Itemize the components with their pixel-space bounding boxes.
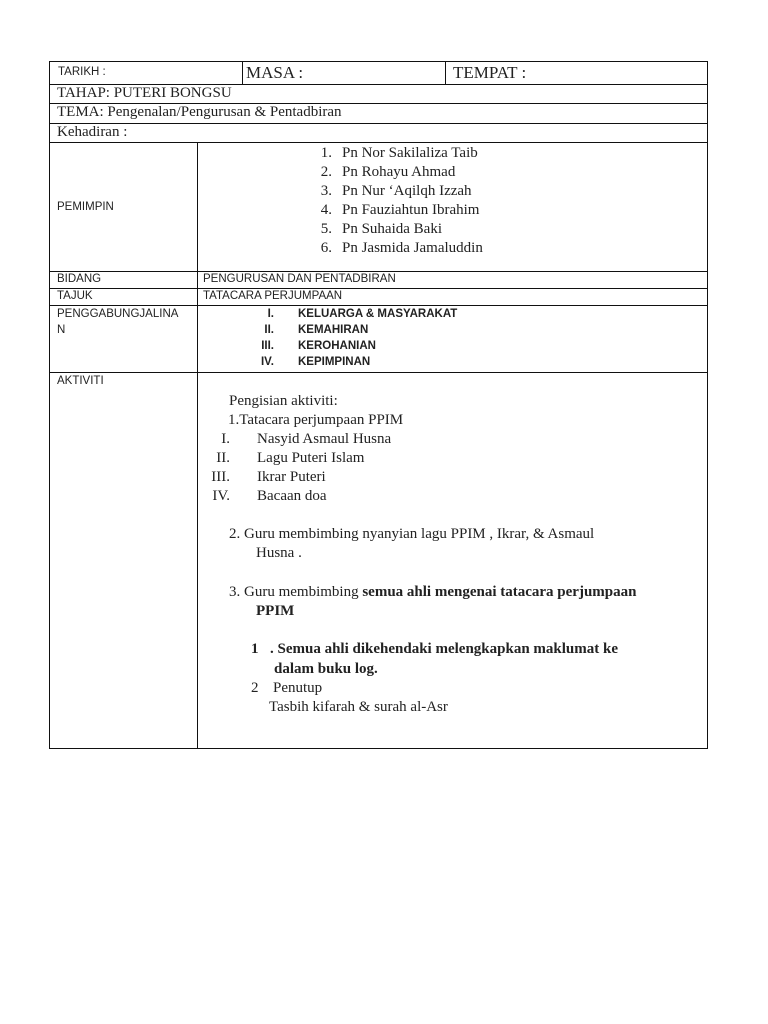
bidang-row — [50, 272, 707, 289]
aktiviti-label: AKTIVITI — [57, 375, 104, 387]
aktiviti-step2-line1: 2. Guru membimbing nyanyian lagu PPIM , Ikrar, & Asmaul — [229, 526, 595, 542]
tempat-label: TEMPAT : — [453, 63, 527, 82]
aktiviti-note-number: 1 — [251, 641, 259, 657]
aktiviti-closing-number: 2 — [251, 680, 259, 696]
penggabungjalinan-item: KELUARGA & MASYARAKAT — [298, 308, 458, 320]
pemimpin-name: Pn Nur ‘Aqilqh Izzah — [342, 183, 472, 199]
aktiviti-step2-line2: Husna . — [256, 545, 302, 561]
kehadiran-text: Kehadiran : — [57, 124, 128, 140]
masa-label: MASA : — [246, 63, 304, 82]
pemimpin-name: Pn Nor Sakilaliza Taib — [342, 145, 478, 161]
aktiviti-note-line1: . Semua ahli dikehendaki melengkapkan maklumat ke — [270, 641, 618, 657]
divider — [445, 62, 446, 84]
penggabungjalinan-item: KEROHANIAN — [298, 340, 376, 352]
aktiviti-sub-number: IV. — [212, 488, 230, 504]
penggabungjalinan-row — [50, 306, 707, 373]
bidang-value: PENGURUSAN DAN PENTADBIRAN — [203, 273, 396, 285]
aktiviti-sub-item: Bacaan doa — [257, 488, 327, 504]
aktiviti-sub-item: Nasyid Asmaul Husna — [257, 431, 392, 447]
pemimpin-label: PEMIMPIN — [57, 201, 114, 213]
divider — [197, 373, 198, 749]
tajuk-value: TATACARA PERJUMPAAN — [203, 290, 343, 302]
tahap-text: TAHAP: PUTERI BONGSU — [57, 85, 232, 101]
aktiviti-step3-prefix: 3. Guru membimbing — [229, 584, 363, 600]
aktiviti-step3-bold: semua ahli mengenai tatacara perjumpaan — [362, 584, 637, 600]
pemimpin-number: 3. — [320, 183, 332, 199]
pemimpin-name: Pn Suhaida Baki — [342, 221, 442, 237]
pemimpin-number: 6. — [320, 240, 332, 256]
penggabungjalinan-label-line1: PENGGABUNGJALINA — [57, 308, 179, 320]
tahap-row — [50, 85, 707, 104]
tajuk-row — [50, 289, 707, 306]
divider — [197, 289, 198, 305]
aktiviti-sub-number: I. — [221, 431, 230, 447]
pemimpin-name: Pn Jasmida Jamaluddin — [342, 240, 483, 256]
aktiviti-sub-number: III. — [211, 469, 230, 485]
penggabungjalinan-number: IV. — [260, 356, 274, 368]
tarikh-label: TARIKH : — [58, 66, 106, 78]
pemimpin-name: Pn Rohayu Ahmad — [342, 164, 456, 180]
aktiviti-closing-detail: Tasbih kifarah & surah al-Asr — [269, 699, 448, 715]
divider — [242, 62, 243, 84]
aktiviti-step3-line1 — [229, 584, 636, 601]
pemimpin-number: 5. — [320, 221, 332, 237]
pemimpin-number: 4. — [320, 202, 332, 218]
aktiviti-step3-line2: PPIM — [256, 603, 295, 619]
bidang-label: BIDANG — [57, 273, 102, 285]
pemimpin-name: Pn Fauziahtun Ibrahim — [342, 202, 480, 218]
activity-form — [49, 61, 708, 749]
aktiviti-sub-number: II. — [216, 450, 230, 466]
aktiviti-note-line2: dalam buku log. — [274, 661, 378, 677]
penggabungjalinan-number: I. — [267, 308, 274, 320]
pemimpin-row — [50, 143, 707, 272]
penggabungjalinan-number: III. — [261, 340, 274, 352]
aktiviti-intro: Pengisian aktiviti: — [229, 393, 338, 409]
penggabungjalinan-item: KEPIMPINAN — [298, 356, 371, 368]
penggabungjalinan-item: KEMAHIRAN — [298, 324, 369, 336]
penggabungjalinan-number: II. — [264, 324, 274, 336]
tema-row — [50, 104, 707, 124]
pemimpin-number: 1. — [320, 145, 332, 161]
aktiviti-sub-item: Lagu Puteri Islam — [257, 450, 365, 466]
aktiviti-sub-item: Ikrar Puteri — [257, 469, 326, 485]
divider — [197, 306, 198, 372]
kehadiran-row — [50, 124, 707, 143]
aktiviti-closing-label: Penutup — [273, 680, 323, 696]
tajuk-label: TAJUK — [57, 290, 93, 302]
aktiviti-step1: 1.Tatacara perjumpaan PPIM — [228, 412, 404, 428]
penggabungjalinan-label-line2: N — [57, 324, 66, 336]
tema-text: TEMA: Pengenalan/Pengurusan & Pentadbiran — [57, 104, 342, 120]
aktiviti-row — [50, 373, 707, 749]
divider — [197, 143, 198, 271]
pemimpin-number: 2. — [320, 164, 332, 180]
header-row — [50, 62, 707, 85]
divider — [197, 272, 198, 288]
